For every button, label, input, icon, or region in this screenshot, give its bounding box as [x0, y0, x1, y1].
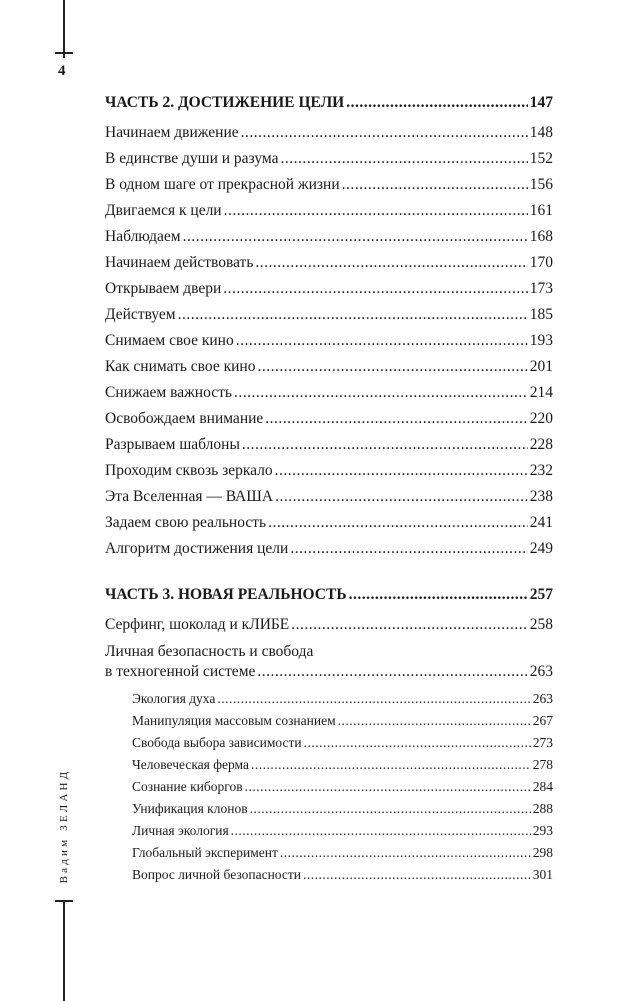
toc-subentry-page: 267 [532, 713, 553, 728]
leader-dots [346, 93, 528, 113]
toc-subentry-page: 284 [532, 779, 553, 794]
toc-entry-page: 170 [529, 254, 553, 271]
toc-entry-title: Серфинг, шоколад и кЛИБЕ [105, 616, 290, 633]
leader-dots [303, 865, 531, 885]
toc-subentry-title: Человеческая ферма [132, 757, 249, 772]
toc-entry[interactable] [105, 615, 553, 635]
part-3-title: ЧАСТЬ 3. НОВАЯ РЕАЛЬНОСТЬ [105, 586, 347, 603]
toc-entry-page: 249 [529, 540, 553, 557]
toc-entry-title: Действуем [105, 306, 176, 323]
leader-dots [241, 123, 528, 143]
toc-entry[interactable] [105, 305, 553, 325]
toc-entry-title: В одном шаге от прекрасной жизни [105, 176, 340, 193]
toc-subentry[interactable] [132, 799, 553, 819]
toc-subentry-title: Экология духа [132, 691, 216, 706]
toc-entry[interactable] [105, 331, 553, 351]
leader-dots [183, 227, 528, 247]
toc-entry-page: 228 [529, 436, 553, 453]
toc-subentry[interactable] [132, 733, 553, 753]
toc-entry-page: 193 [529, 332, 553, 349]
bottom-margin-rule [63, 900, 65, 1001]
leader-dots [342, 175, 528, 195]
toc-subentry[interactable] [132, 865, 553, 885]
toc-subentry-title: Вопрос личной безопасности [132, 867, 301, 882]
toc-subentry-page: 301 [532, 867, 553, 882]
toc-subentry-page: 263 [532, 691, 553, 706]
toc-entry-page: 173 [529, 280, 553, 297]
leader-dots [231, 821, 531, 841]
toc-entry-title: Освобождаем внимание [105, 410, 264, 427]
toc-subentry-page: 293 [532, 823, 553, 838]
toc-subentry-page: 298 [532, 845, 553, 860]
toc-entry-page: 185 [529, 306, 553, 323]
toc-subentry-title: Унификация клонов [132, 801, 248, 816]
toc-entry-page: 220 [529, 410, 553, 427]
toc-entry-title: Наблюдаем [105, 228, 181, 245]
toc-subentry-title: Глобальный эксперимент [132, 845, 278, 860]
toc-entry-page: 241 [529, 514, 553, 531]
toc-entry-title: Алгоритм достижения цели [105, 540, 289, 557]
part-2-title: ЧАСТЬ 2. ДОСТИЖЕНИЕ ЦЕЛИ [105, 94, 345, 111]
leader-dots [224, 201, 528, 221]
toc-entry-title: Разрываем шаблоны [105, 436, 240, 453]
toc-subentry-page: 288 [532, 801, 553, 816]
toc-entry[interactable] [105, 461, 553, 481]
author-running-head: Вадим ЗЕЛАНД [58, 768, 70, 884]
toc-entry-title: Снимаем свое кино [105, 332, 234, 349]
toc-subentry[interactable] [132, 755, 553, 775]
toc-subentry-page: 273 [532, 735, 553, 750]
toc-entry[interactable] [105, 253, 553, 273]
toc-subentry[interactable] [132, 689, 553, 709]
leader-dots [291, 615, 527, 635]
toc-entry[interactable] [105, 409, 553, 429]
toc-entry-title: Проходим сквозь зеркало [105, 462, 273, 479]
leader-dots [223, 279, 527, 299]
leader-dots [280, 149, 527, 169]
toc-entry-title: Эта Вселенная — ВАША [105, 488, 274, 505]
toc-entry-title: Начинаем движение [105, 124, 239, 141]
toc-entry-page: 168 [529, 228, 553, 245]
leader-dots [250, 799, 531, 819]
toc-entry[interactable] [105, 175, 553, 195]
toc-entry[interactable] [105, 513, 553, 533]
toc-subentry[interactable] [132, 711, 553, 731]
toc-entry[interactable] [105, 539, 553, 559]
toc-subentry-title: Манипуляция массовым сознанием [132, 713, 336, 728]
toc-entry-page: 148 [529, 124, 553, 141]
toc-entry[interactable] [105, 357, 553, 377]
toc-entry-page: 156 [529, 176, 553, 193]
toc-entry[interactable] [105, 123, 553, 143]
toc-entry[interactable] [105, 201, 553, 221]
part-2-page: 147 [529, 94, 553, 111]
toc-subentry[interactable] [132, 821, 553, 841]
toc-entry[interactable] [105, 383, 553, 403]
toc-entry-title: Открываем двери [105, 280, 222, 297]
leader-dots [275, 461, 528, 481]
toc-entry-title-line1: Личная безопасность и свобода [105, 643, 314, 660]
leader-dots [236, 331, 528, 351]
bottom-margin-tick [55, 900, 73, 902]
leader-dots [275, 487, 528, 507]
toc-entry[interactable] [105, 435, 553, 455]
toc-entry[interactable] [105, 227, 553, 247]
toc-entry-page: 238 [529, 488, 553, 505]
toc-entry-page: 152 [529, 150, 553, 167]
toc-subentry-title: Личная экология [132, 823, 229, 838]
leader-dots [217, 689, 530, 709]
toc-entry-page: 258 [529, 616, 553, 633]
toc-subentry[interactable] [132, 843, 553, 863]
top-margin-rule [63, 0, 65, 58]
toc-entry[interactable] [105, 662, 553, 682]
leader-dots [245, 777, 531, 797]
top-margin-tick [55, 52, 73, 54]
leader-dots [257, 357, 527, 377]
part-3-page: 257 [529, 586, 553, 603]
toc-entry-page: 214 [529, 384, 553, 401]
page-number: 4 [58, 63, 66, 79]
toc-subentry-title: Свобода выбора зависимости [132, 735, 302, 750]
toc-entry-title: В единстве души и разума [105, 150, 279, 167]
leader-dots [349, 585, 528, 605]
toc-entry-title: Двигаемся к цели [105, 202, 222, 219]
leader-dots [251, 755, 531, 775]
toc-entry[interactable] [105, 279, 553, 299]
toc-entry-page: 263 [529, 663, 553, 680]
toc-entry-title: Начинаем действовать [105, 254, 254, 271]
leader-dots [242, 435, 528, 455]
leader-dots [255, 253, 527, 273]
toc-entry-title-line2: в техногенной системе [105, 663, 256, 680]
leader-dots [280, 843, 531, 863]
toc-entry-title: Как снимать свое кино [105, 358, 256, 375]
part-3-heading[interactable] [105, 585, 553, 605]
leader-dots [304, 733, 531, 753]
toc-subentry-page: 278 [532, 757, 553, 772]
toc-entry-page: 232 [529, 462, 553, 479]
toc-subentry-title: Сознание киборгов [132, 779, 243, 794]
toc-entry[interactable] [105, 487, 553, 507]
leader-dots [178, 305, 528, 325]
leader-dots [265, 409, 527, 429]
part-2-heading[interactable] [105, 93, 553, 113]
toc-entry-title: Задаем свою реальность [105, 514, 267, 531]
leader-dots [338, 711, 531, 731]
toc-entry-page: 201 [529, 358, 553, 375]
leader-dots [290, 539, 527, 559]
leader-dots [234, 383, 528, 403]
toc-subentry[interactable] [132, 777, 553, 797]
toc-entry-page: 161 [529, 202, 553, 219]
leader-dots [268, 513, 528, 533]
toc-entry[interactable] [105, 149, 553, 169]
toc-entry-title: Снижаем важность [105, 384, 232, 401]
leader-dots [257, 662, 527, 682]
